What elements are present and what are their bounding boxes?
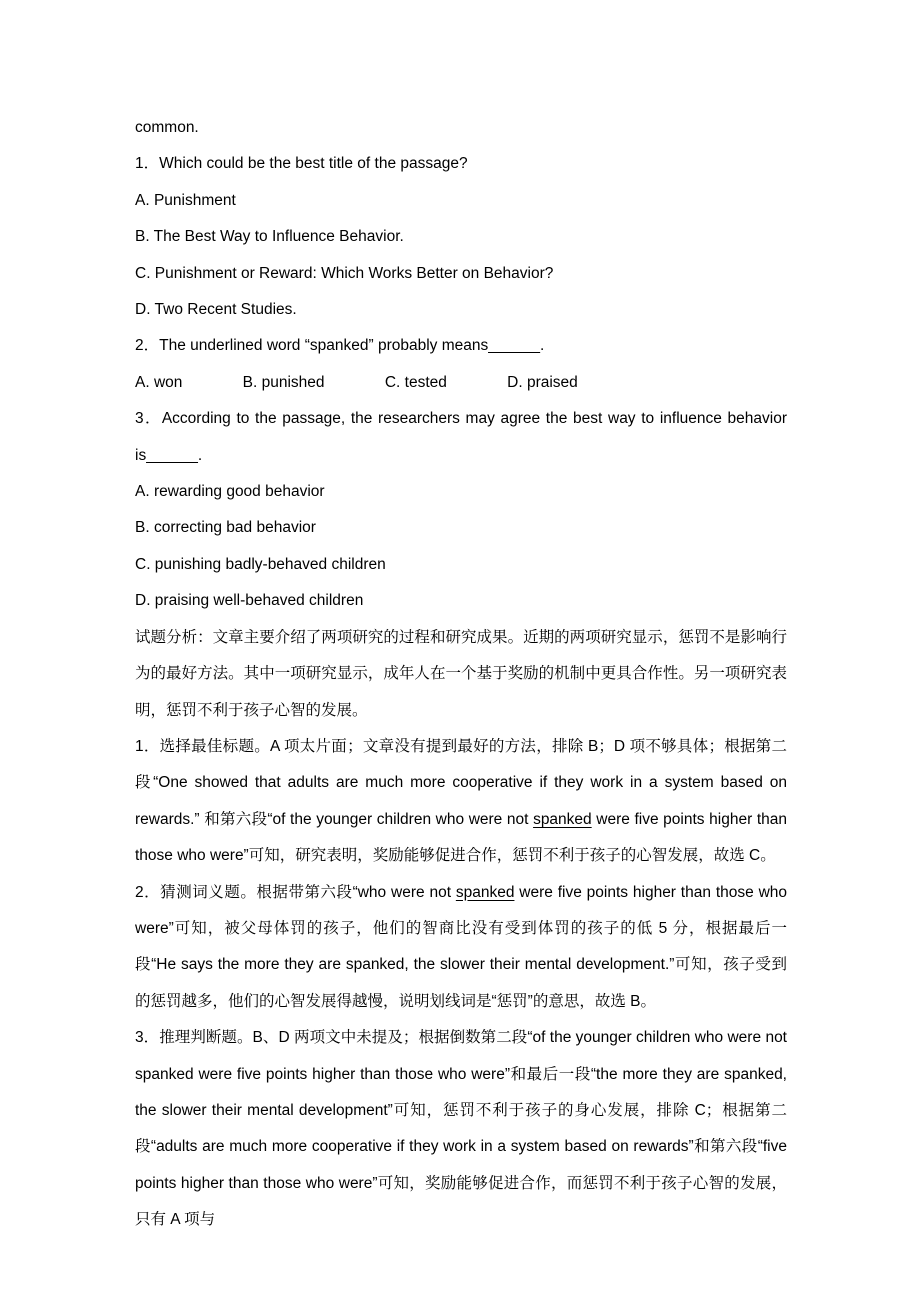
text-run: 2．猜测词义题。根据带第六段“who were not: [135, 883, 456, 901]
text-run: B. correcting bad behavior: [135, 519, 316, 537]
text-run: 3．According to the passage, the researchers may agree the best way to influence behavior is______.: [135, 410, 787, 464]
paragraph: [135, 146, 787, 182]
underlined-word: spanked: [455, 883, 515, 901]
text-run: A. Punishment: [135, 191, 236, 209]
paragraph: [135, 729, 787, 875]
text-run: 试题分析：文章主要介绍了两项研究的过程和研究成果。近期的两项研究显示，惩罚不是影响行为的最好方法。其中一项研究显示，成年人在一个基于奖励的机制中更具合作性。另一项研究表明，惩罚不利于孩子心智的发展。: [135, 628, 787, 719]
text-run: 1．Which could be the best title of the passage?: [135, 155, 468, 173]
underlined-word: spanked: [533, 810, 592, 828]
paragraph: [135, 328, 787, 364]
paragraph: [135, 547, 787, 583]
paragraph: [135, 875, 787, 1021]
document-body: [135, 110, 787, 1239]
text-run: 1．选择最佳标题。A 项太片面；文章没有提到最好的方法，排除 B；D 项不够具体；根据第二段“One showed that adults are much more cooperative if they work in a system based on rewards.” 和第六段“of the younger children who were not: [135, 737, 787, 828]
paragraph: [135, 292, 787, 328]
text-run: A. rewarding good behavior: [135, 483, 325, 501]
paragraph: [135, 401, 787, 474]
text-run: common.: [135, 119, 199, 136]
text-run: were five points higher than those who were”可知，被父母体罚的孩子，他们的智商比没有受到体罚的孩子的低 5 分，根据最后一段“He says the more they are spanked, the slower their mental development.”可知，孩子受到的惩罚越多，他们的心智发展得越慢，说明划线词是“惩罚”的意思，故选 B。: [135, 883, 788, 1010]
paragraph: [135, 219, 787, 255]
text-run: 3．推理判断题。B、D 两项文中未提及；根据倒数第二段“of the younger children who were not spanked were five points higher than those who were”和最后一段“the more they are spanked, the slower their mental development”可知，惩罚不利于孩子的身心发展，排除 C；根据第二段“adults are much more cooperative if they work in a system based on rewards”和第六段“five points higher than those who were”可知，奖励能够促进合作，而惩罚不利于孩子心智的发展，只有 A 项与: [135, 1029, 787, 1229]
paragraph: [135, 620, 787, 729]
text-run: B. The Best Way to Influence Behavior.: [135, 228, 404, 246]
paragraph: [135, 510, 787, 546]
text-run: D. praising well-behaved children: [135, 592, 364, 610]
paragraph: [135, 1020, 787, 1238]
paragraph: [135, 183, 787, 219]
paragraph: [135, 474, 787, 510]
text-run: 2．The underlined word “spanked” probably means______.: [135, 337, 545, 355]
text-run: C. Punishment or Reward: Which Works Better on Behavior?: [135, 264, 554, 282]
paragraph: [135, 365, 787, 401]
text-run: A. won B. punished C. tested D. praised: [135, 373, 578, 391]
text-run: D. Two Recent Studies.: [135, 301, 297, 319]
text-run: were five points higher than those who were”可知，研究表明，奖励能够促进合作，惩罚不利于孩子的心智发展，故选 C。: [135, 810, 787, 865]
paragraph: [135, 583, 787, 619]
paragraph: [135, 256, 787, 292]
text-run: C. punishing badly-behaved children: [135, 555, 386, 573]
paragraph: [135, 110, 787, 146]
